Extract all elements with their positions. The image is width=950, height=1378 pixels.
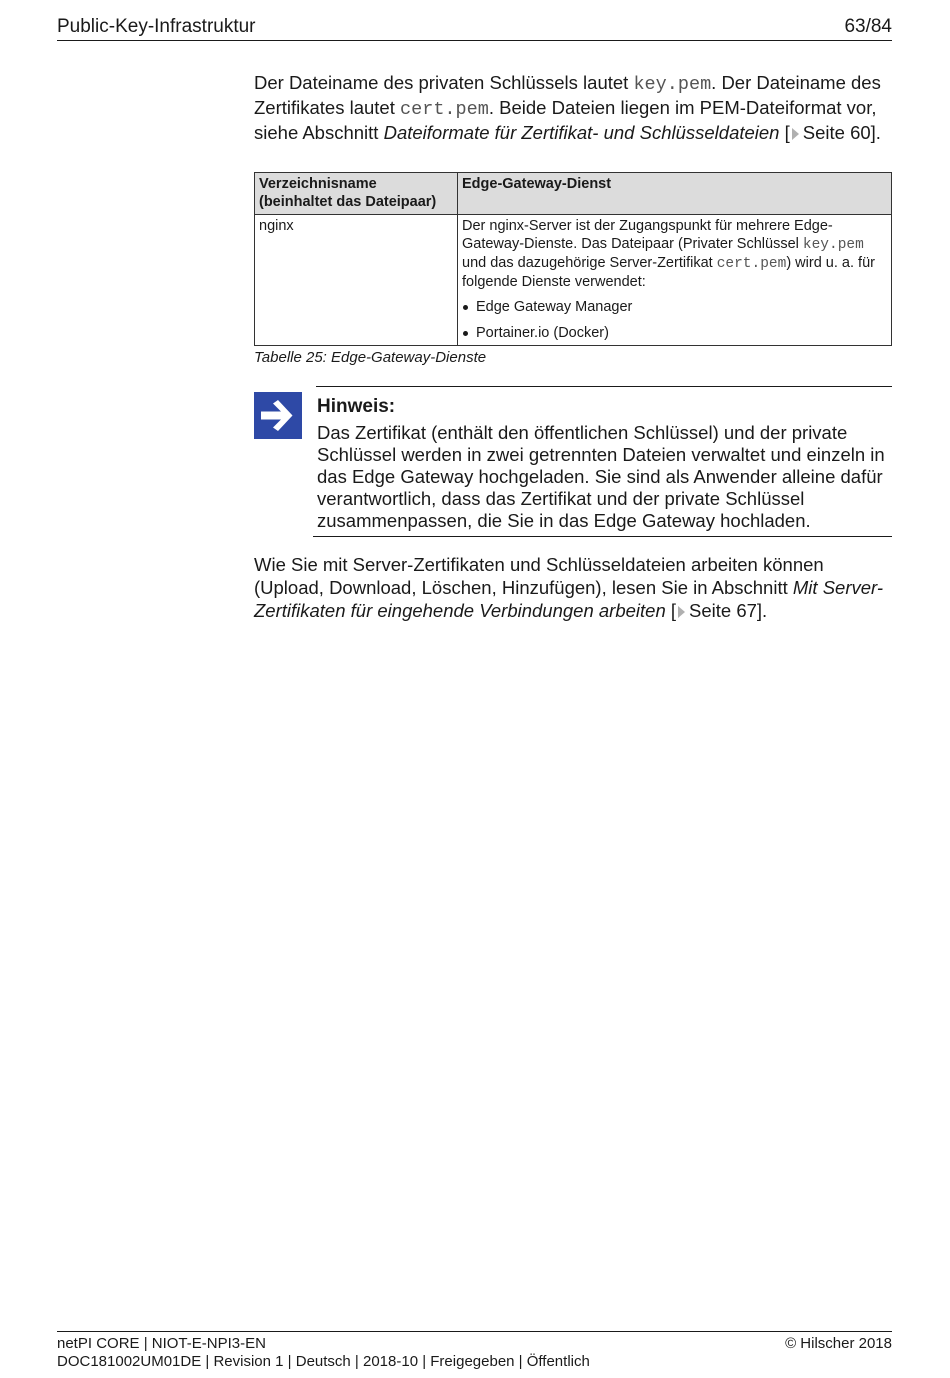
bracket-close: ]. bbox=[870, 122, 881, 143]
cert-filename: cert.pem bbox=[400, 99, 489, 120]
page-ref-60[interactable]: Seite 60 bbox=[802, 122, 871, 143]
list-item: Edge Gateway Manager bbox=[462, 298, 887, 316]
page-header bbox=[57, 14, 892, 41]
xref-arrow-icon bbox=[792, 128, 799, 140]
arrow-right-icon bbox=[254, 392, 302, 439]
page-ref-67[interactable]: Seite 67 bbox=[689, 600, 757, 621]
page-number: 63/84 bbox=[844, 16, 892, 37]
key-filename: key.pem bbox=[802, 237, 864, 253]
directory-cell: nginx bbox=[255, 215, 458, 346]
intro-text-3: . Beide Dateien liegen im PEM-Dateiformat vor, siehe Abschnitt bbox=[254, 97, 877, 143]
note-text: Das Zertifikat (enthält den öffentlichen Schlüssel) und der private Schlüssel werden in zwei getrennten Dateien verwaltet und einzeln in das Edge Gateway hochgeladen. Sie sind als Anwender alleine dafür verantwortlich, dass das Zertifikat und der private Schlüssel zusammenpassen, die Sie in das Edge Gateway hochladen. bbox=[317, 422, 885, 531]
note-divider-top bbox=[316, 386, 892, 387]
intro-paragraph bbox=[254, 71, 894, 144]
services-table bbox=[254, 172, 892, 346]
service-desc-2: und das dazugehörige Server-Zertifikat bbox=[462, 255, 717, 271]
section-link-server-certs[interactable]: Mit Server-Zertifikaten für eingehende Verbindungen arbeiten bbox=[254, 577, 884, 621]
note-divider-bottom bbox=[313, 536, 892, 537]
column-header-directory: Verzeichnisname (beinhaltet das Dateipaar) bbox=[255, 173, 458, 215]
outro-text-1: Wie Sie mit Server-Zertifikaten und Schlüsseldateien arbeiten können (Upload, Download, Löschen, Hinzufügen), lesen Sie in Abschnitt bbox=[254, 554, 824, 598]
intro-text-1: Der Dateiname des privaten Schlüssels lautet bbox=[254, 72, 634, 93]
service-desc-3: ) wird u. a. für folgende Dienste verwendet: bbox=[462, 255, 875, 290]
service-desc-1: Der nginx-Server ist der Zugangspunkt für mehrere Edge-Gateway-Dienste. Das Dateipaar (Privater Schlüssel bbox=[462, 218, 833, 252]
intro-text-2: . Der Dateiname des Zertifikates lautet bbox=[254, 72, 881, 118]
bracket-open: [ bbox=[665, 600, 677, 621]
footer-document-info: DOC181002UM01DE | Revision 1 | Deutsch | 2018-10 | Freigegeben | Öffentlich bbox=[57, 1353, 590, 1370]
xref-arrow-icon bbox=[678, 606, 685, 618]
bracket-open: [ bbox=[779, 122, 790, 143]
footer-copyright: © Hilscher 2018 bbox=[785, 1335, 892, 1352]
section-link-file-formats[interactable]: Dateiformate für Zertifikat- und Schlüsseldateien bbox=[383, 122, 780, 143]
note-title: Hinweis: bbox=[317, 396, 396, 417]
table-row bbox=[255, 215, 892, 346]
chapter-title: Public-Key-Infrastruktur bbox=[57, 16, 256, 37]
table-caption: Tabelle 25: Edge-Gateway-Dienste bbox=[254, 349, 487, 366]
list-item: Portainer.io (Docker) bbox=[462, 324, 887, 342]
outro-paragraph bbox=[254, 553, 894, 622]
service-cell bbox=[458, 215, 892, 346]
key-filename: key.pem bbox=[633, 74, 712, 95]
cert-filename: cert.pem bbox=[716, 256, 787, 272]
table-header-row bbox=[255, 173, 892, 215]
service-list bbox=[462, 298, 887, 342]
column-header-service: Edge-Gateway-Dienst bbox=[458, 173, 892, 215]
bracket-close: ]. bbox=[756, 600, 768, 621]
footer-divider bbox=[57, 1331, 892, 1332]
footer-product: netPI CORE | NIOT-E-NPI3-EN bbox=[57, 1335, 266, 1352]
